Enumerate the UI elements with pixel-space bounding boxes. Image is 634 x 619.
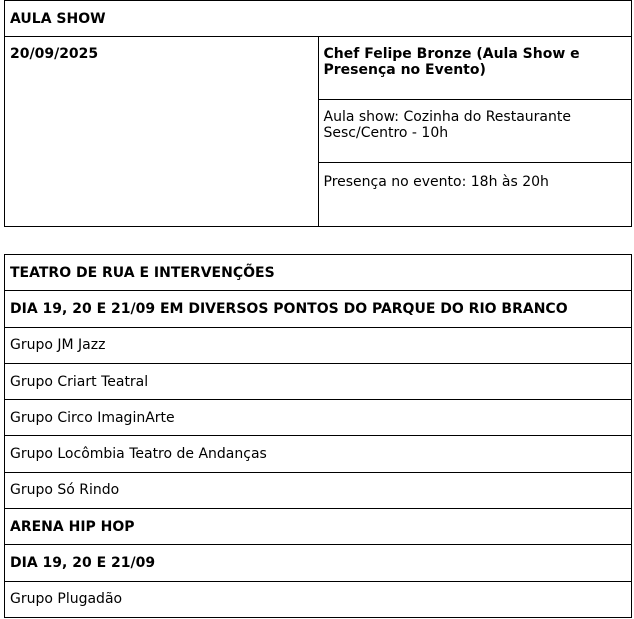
table-row: Grupo Circo ImaginArte [5, 400, 632, 436]
aula-show-presence: Presença no evento: 18h às 20h [318, 163, 632, 227]
aula-show-table [4, 0, 632, 227]
table-row: Grupo JM Jazz [5, 327, 632, 363]
table-row: Grupo Plugadão [5, 581, 632, 617]
aula-show-title: AULA SHOW [5, 1, 632, 37]
arena-subtitle: DIA 19, 20 E 21/09 [5, 545, 632, 581]
aula-show-chef: Chef Felipe Bronze (Aula Show e Presença no Evento) [318, 37, 632, 100]
aula-show-date: 20/09/2025 [5, 37, 319, 227]
teatro-table [4, 254, 632, 618]
arena-title: ARENA HIP HOP [5, 509, 632, 545]
table-row: Grupo Locômbia Teatro de Andanças [5, 436, 632, 472]
teatro-title: TEATRO DE RUA E INTERVENÇÕES [5, 255, 632, 291]
teatro-subtitle: DIA 19, 20 E 21/09 EM DIVERSOS PONTOS DO PARQUE DO RIO BRANCO [5, 291, 632, 327]
table-row: Grupo Só Rindo [5, 472, 632, 508]
table-row: Grupo Criart Teatral [5, 363, 632, 399]
aula-show-time: Aula show: Cozinha do Restaurante Sesc/Centro - 10h [318, 100, 632, 163]
